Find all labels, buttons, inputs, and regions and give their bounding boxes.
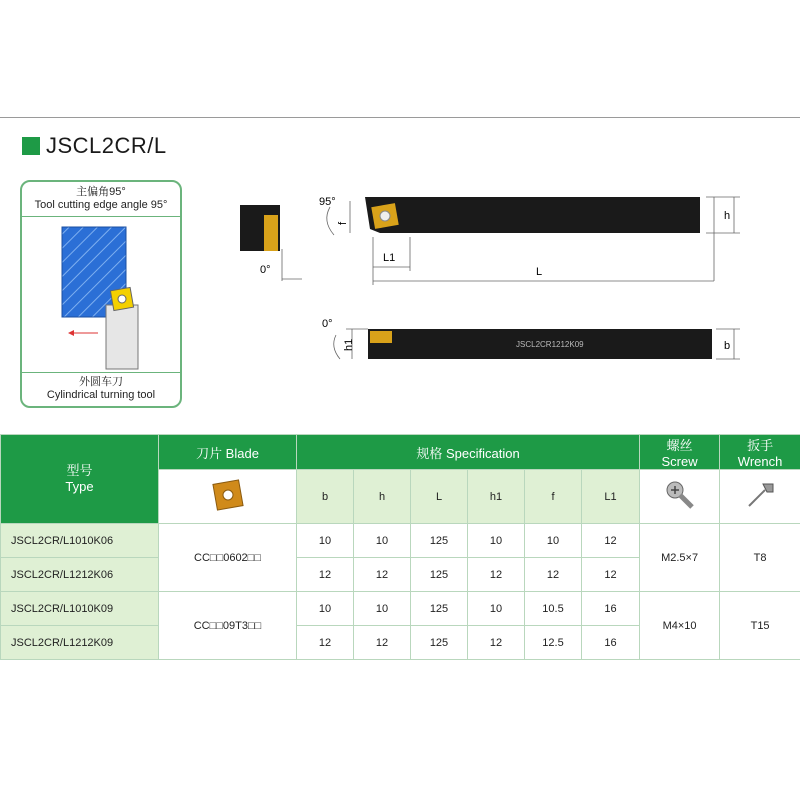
- top-view-screw: [380, 211, 390, 221]
- dim-L1-label: L1: [383, 252, 396, 264]
- side-view: [322, 318, 740, 359]
- angle-label-en: Tool cutting edge angle 95°: [34, 199, 168, 211]
- wrench-cell: T15: [720, 592, 800, 660]
- model-cell: JSCL2CR/L1010K09: [1, 592, 159, 626]
- model-cell: JSCL2CR/L1212K06: [1, 558, 159, 592]
- tool-drawings: [230, 185, 790, 385]
- spec-table: [0, 434, 800, 660]
- screw-header-en: Screw: [661, 454, 698, 469]
- value-h: 10: [354, 524, 411, 558]
- value-h1: 10: [468, 524, 525, 558]
- cutting-angle-panel: [20, 180, 182, 408]
- model-cell: JSCL2CR/L1212K09: [1, 626, 159, 660]
- value-f: 12.5: [525, 626, 582, 660]
- end-view-insert: [264, 215, 278, 251]
- dim-f-label: f: [337, 221, 349, 225]
- side-view-insert: [370, 331, 392, 343]
- angle-label-cn: 主偏角95°: [76, 186, 126, 198]
- dim-b-label: b: [724, 340, 731, 352]
- value-L1: 12: [582, 558, 640, 592]
- value-b: 12: [297, 626, 354, 660]
- panel-divider-bottom: [22, 372, 180, 373]
- panel-footer: [22, 376, 180, 402]
- spec-header: 规格 Specification: [297, 435, 640, 470]
- tool-shank: [106, 305, 138, 369]
- value-L: 125: [411, 524, 468, 558]
- screw-image-cell: [640, 470, 720, 524]
- value-L1: 16: [582, 592, 640, 626]
- blade-image-cell: [159, 470, 297, 524]
- screw-header-cn: 螺丝: [666, 438, 693, 453]
- page-title: JSCL2CR/L: [46, 133, 167, 158]
- value-b: 12: [297, 558, 354, 592]
- model-cell: JSCL2CR/L1010K06: [1, 524, 159, 558]
- dim-h-label: h: [724, 210, 731, 222]
- type-header: [1, 435, 159, 524]
- blade-insert-icon: [208, 475, 248, 515]
- title-marker: [22, 137, 40, 155]
- wrench-icon: [743, 478, 777, 512]
- wrench-header: [720, 435, 800, 470]
- feed-arrow-head: [68, 330, 74, 336]
- title-block: [22, 133, 167, 159]
- value-b: 10: [297, 524, 354, 558]
- col-b: b: [297, 470, 354, 524]
- type-header-en: Type: [65, 479, 94, 494]
- operation-label-en: Cylindrical turning tool: [46, 389, 156, 401]
- side-view-angle: 0°: [322, 318, 333, 330]
- top-divider: [0, 117, 800, 118]
- col-h: h: [354, 470, 411, 524]
- value-h1: 10: [468, 592, 525, 626]
- top-view-shank: [365, 197, 700, 233]
- wrench-cell: T8: [720, 524, 800, 592]
- col-h1: h1: [468, 470, 525, 524]
- end-view-angle: 0°: [260, 264, 271, 276]
- value-L1: 12: [582, 524, 640, 558]
- dim-L-label: L: [536, 266, 543, 278]
- type-header-cn: 型号: [66, 463, 93, 478]
- value-L: 125: [411, 592, 468, 626]
- screw-cell: M2.5×7: [640, 524, 720, 592]
- value-h: 10: [354, 592, 411, 626]
- top-view: [319, 196, 740, 285]
- insert-hole: [118, 295, 126, 303]
- value-f: 12: [525, 558, 582, 592]
- screw-icon: [663, 478, 697, 512]
- value-h1: 12: [468, 626, 525, 660]
- value-f: 10: [525, 524, 582, 558]
- value-f: 10.5: [525, 592, 582, 626]
- end-view: [240, 205, 302, 281]
- value-h: 12: [354, 558, 411, 592]
- screw-cell: M4×10: [640, 592, 720, 660]
- value-L1: 16: [582, 626, 640, 660]
- blade-header: 刀片 Blade: [159, 435, 297, 470]
- col-L: L: [411, 470, 468, 524]
- value-h1: 12: [468, 558, 525, 592]
- value-L: 125: [411, 626, 468, 660]
- angle-95-label: 95°: [319, 196, 336, 208]
- operation-label-cn: 外圆车刀: [79, 376, 123, 388]
- blade-cell: CC□□09T3□□: [159, 592, 297, 660]
- col-L1: L1: [582, 470, 640, 524]
- turning-illustration: [22, 217, 180, 372]
- wrench-image-cell: [720, 470, 800, 524]
- wrench-header-en: Wrench: [737, 454, 783, 469]
- value-L: 125: [411, 558, 468, 592]
- engraving: JSCL2CR1212K09: [516, 340, 584, 349]
- col-f: f: [525, 470, 582, 524]
- value-b: 10: [297, 592, 354, 626]
- screw-header: [640, 435, 720, 470]
- dim-h1-label: h1: [343, 338, 355, 351]
- blade-cell: CC□□0602□□: [159, 524, 297, 592]
- value-h: 12: [354, 626, 411, 660]
- wrench-header-cn: 扳手: [747, 438, 774, 453]
- panel-header: [22, 182, 180, 212]
